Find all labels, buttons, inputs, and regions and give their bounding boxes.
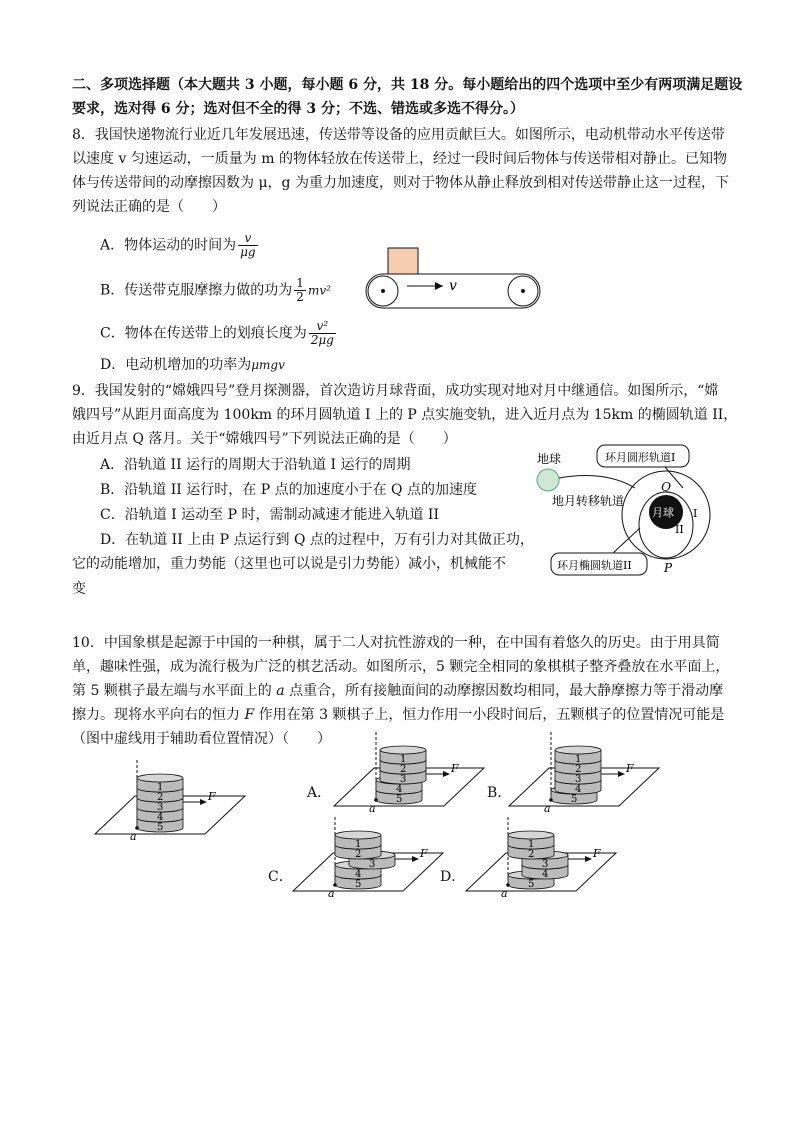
- point-P-label: P: [664, 561, 673, 575]
- piece-number: 2: [575, 764, 582, 775]
- arrow-head: [585, 856, 592, 862]
- formula: mv²: [307, 283, 331, 298]
- velocity-label: v: [449, 278, 457, 294]
- earth-label: 地球: [537, 452, 562, 466]
- option-c-stack: [293, 817, 443, 900]
- piece-number: 1: [400, 754, 407, 765]
- piece-number: 4: [575, 784, 582, 795]
- q10-stem: 单，趣味性强，成为流行极为广泛的棋艺活动。如图所示，5 颗完全相同的象棋棋子整齐叠放在水平面上，: [72, 659, 730, 675]
- q10-option-d[interactable]: D．: [440, 869, 466, 885]
- orbit-I-label: I: [693, 507, 698, 520]
- option-text: A．物体运动的时间为: [100, 237, 237, 254]
- force-label: F: [420, 847, 428, 860]
- transfer-orbit-label: 地月转移轨道: [552, 494, 625, 508]
- q8-stem: 体与传送带间的动摩擦因数为 μ，g 为重力加速度，则对于物体从静止释放到相对传送带静止这一过程，下: [72, 175, 729, 191]
- arrow-head: [618, 771, 625, 777]
- piece-number: 3: [157, 802, 164, 813]
- arrow-head: [200, 799, 207, 805]
- chess-piece-1: [555, 746, 601, 765]
- q9-stem: 9．我国发射的“嫦娥四号”登月探测器，首次造访月球背面，成功实现对地对月中继通信。如图所示，“嫦: [72, 383, 719, 399]
- moon-label: 月球: [652, 506, 674, 519]
- arrow-head: [412, 856, 419, 862]
- point-a-label: a: [544, 802, 551, 815]
- q9-option-c[interactable]: C．沿轨道 I 运动至 P 时，需制动减速才能进入轨道 II: [100, 507, 439, 523]
- q10-stem: 擦力。现将水平向右的恒力 F 作用在第 3 颗棋子上，恒力作用一小段时间后，五颗棋子的位置情况可能是: [72, 707, 725, 723]
- piece-number: 2: [400, 764, 407, 775]
- option-text: B．传送带克服摩擦力做的功为: [100, 282, 293, 299]
- piece-number: 3: [542, 859, 549, 870]
- section-heading-cont: 要求，选对得 6 分；选对但不全的得 3 分；不选、错选或多选不得分。）: [72, 101, 524, 117]
- q10-option-c[interactable]: C．: [268, 869, 293, 885]
- chess-piece-1: [380, 746, 426, 765]
- q8-stem: 8．我国快递物流行业近几年发展迅速，传送带等设备的应用贡献巨大。如图所示，电动机带动水平传送带: [72, 127, 725, 143]
- q8-stem: 以速度 v 匀速运动，一质量为 m 的物体轻放在传送带上，经过一段时间后物体与传送带相对静止。已知物: [72, 151, 727, 167]
- point-Q-label: Q: [661, 480, 671, 494]
- chess-piece-1: [335, 831, 381, 850]
- q10-stem: 10．中国象棋是起源于中国的一种棋，属于二人对抗性游戏的一种，在中国有着悠久的历史。由于用具简: [72, 635, 720, 651]
- q9-option-b[interactable]: B．沿轨道 II 运行时，在 P 点的加速度小于在 Q 点的加速度: [100, 482, 477, 498]
- chess-piece-1: [137, 774, 183, 793]
- force-label: F: [208, 790, 216, 803]
- piece-number: 5: [396, 794, 403, 805]
- orbit-II-label: II: [675, 523, 684, 536]
- formula: μmgv: [251, 358, 285, 372]
- point-a-label: a: [130, 830, 137, 843]
- force-label: F: [626, 762, 634, 775]
- option-text: D．电动机增加的功率为: [100, 357, 252, 373]
- piece-number: 1: [575, 754, 582, 765]
- piece-number: 1: [157, 782, 164, 793]
- q10-option-a[interactable]: A．: [307, 785, 332, 801]
- piece-number: 3: [369, 859, 376, 870]
- fraction: $\frac{\text{v²}}{2\mu g}$: [310, 319, 334, 347]
- point-a-label: a: [328, 887, 335, 900]
- piece-number: 4: [157, 812, 164, 823]
- piece-number: 5: [528, 879, 535, 890]
- force-label: F: [451, 762, 459, 775]
- q10-option-b[interactable]: B．: [487, 785, 512, 801]
- point-a-label: a: [501, 887, 508, 900]
- option-text: C．物体在传送带上的划痕长度为: [100, 325, 307, 342]
- piece-number: 2: [355, 849, 362, 860]
- q10-stem: （图中虚线用于辅助看位置情况）（ ）: [72, 731, 331, 747]
- fraction: $\frac{1}{2}$: [296, 276, 304, 304]
- ellipse-orbit-label: 环月椭圆轨道II: [557, 559, 632, 572]
- fraction: $\frac{v}{\mu g}$: [240, 231, 256, 259]
- q9-option-d-cont: 它的动能增加，重力势能（这里也可以说是引力势能）减小，机械能不: [72, 556, 506, 572]
- arrow-head: [443, 771, 450, 777]
- q8-stem: 列说法正确的是（ ）: [72, 199, 226, 215]
- piece-number: 4: [396, 784, 403, 795]
- circle-orbit-label: 环月圆形轨道I: [605, 451, 676, 464]
- chess-piece-1: [508, 831, 554, 850]
- piece-number: 1: [528, 839, 535, 850]
- q9-stem: 由近月点 Q 落月。关于“嫦娥四号”下列说法正确的是（ ）: [72, 431, 457, 447]
- q10-stem: 第 5 颗棋子最左端与水平面上的 a 点重合，所有接触面间的动摩擦因数均相同，最大静摩擦力等于滑动摩: [72, 683, 724, 699]
- section-heading: 二、多项选择题（本大题共 3 小题，每小题 6 分，共 18 分。每小题给出的四个选项中至少有两项满足题设: [72, 77, 743, 93]
- q9-option-d[interactable]: D．在轨道 II 上由 P 点运行到 Q 点的过程中，万有引力对其做正功，: [100, 532, 534, 548]
- piece-number: 2: [528, 849, 535, 860]
- q9-option-d-cont: 变: [72, 581, 86, 597]
- piece-number: 2: [157, 792, 164, 803]
- force-label: F: [593, 847, 601, 860]
- piece-number: 4: [355, 869, 362, 880]
- q9-option-a[interactable]: A．沿轨道 II 运行的周期大于沿轨道 I 运行的周期: [100, 457, 411, 473]
- option-a-stack: [334, 732, 484, 815]
- piece-number: 5: [157, 822, 164, 833]
- piece-number: 5: [571, 794, 578, 805]
- option-d-stack: [466, 817, 616, 900]
- q9-stem: 娥四号”从距月面高度为 100km 的环月圆轨道 I 上的 P 点实施变轨，进入近月点为 15km 的椭圆轨道 II，: [72, 407, 738, 423]
- original-stack: [95, 760, 245, 843]
- piece-number: 3: [400, 774, 407, 785]
- piece-number: 3: [575, 774, 582, 785]
- piece-number: 1: [355, 839, 362, 850]
- piece-number: 4: [542, 869, 549, 880]
- point-a-label: a: [369, 802, 376, 815]
- piece-number: 5: [355, 879, 362, 890]
- option-b-stack: [509, 732, 659, 815]
